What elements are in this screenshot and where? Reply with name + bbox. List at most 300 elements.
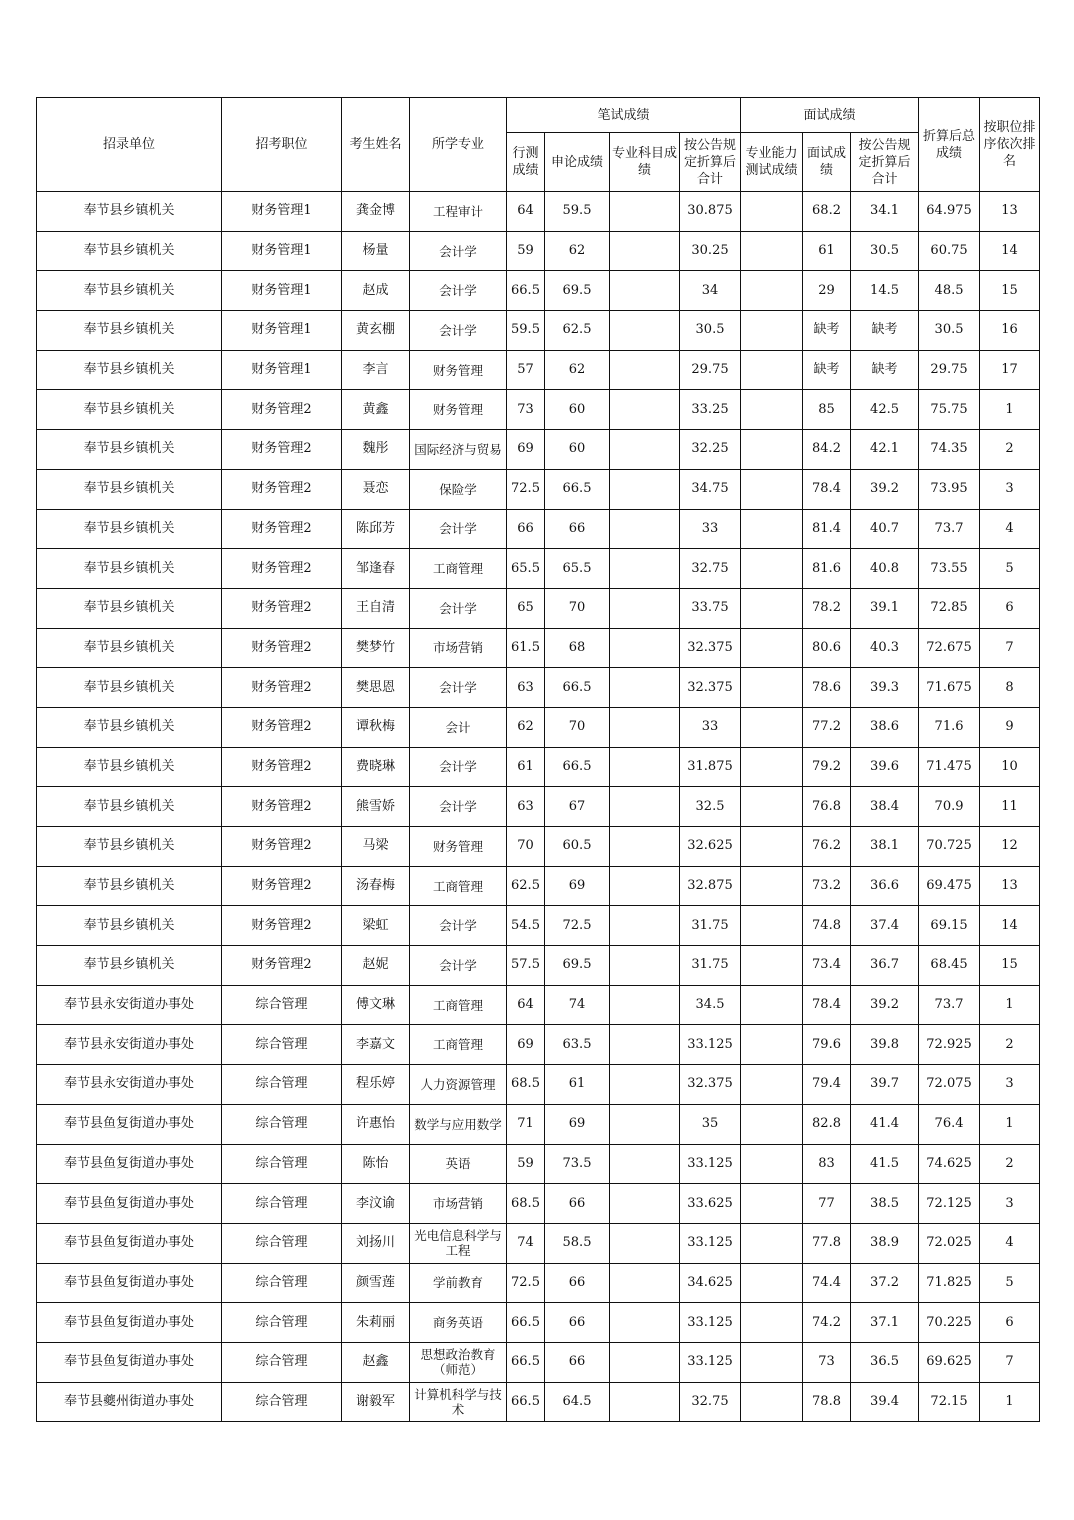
cell-professional <box>610 866 680 906</box>
cell-unit: 奉节县乡镇机关 <box>37 906 222 946</box>
cell-shenlun: 66 <box>545 1342 610 1382</box>
table-row <box>37 350 1040 390</box>
cell-interview-total: 39.2 <box>851 469 919 509</box>
table-row <box>37 985 1040 1025</box>
cell-written-total: 32.375 <box>680 628 741 668</box>
cell-shenlun: 72.5 <box>545 906 610 946</box>
cell-interview: 78.4 <box>803 985 851 1025</box>
cell-rank: 1 <box>980 1104 1040 1144</box>
cell-xingce: 68.5 <box>507 1065 545 1105</box>
cell-rank: 1 <box>980 1382 1040 1422</box>
header-unit: 招录单位 <box>37 98 222 192</box>
cell-major: 会计学 <box>410 906 507 946</box>
cell-final-total: 68.45 <box>919 946 980 986</box>
cell-rank: 5 <box>980 1263 1040 1303</box>
cell-rank: 13 <box>980 192 1040 232</box>
cell-rank: 15 <box>980 946 1040 986</box>
cell-ability <box>741 1025 803 1065</box>
cell-position: 财务管理2 <box>222 430 342 470</box>
cell-professional <box>610 271 680 311</box>
header-interview-group: 面试成绩 <box>741 98 919 133</box>
cell-ability <box>741 1144 803 1184</box>
cell-position: 综合管理 <box>222 1025 342 1065</box>
cell-major: 财务管理 <box>410 350 507 390</box>
cell-name: 马梁 <box>342 827 410 867</box>
cell-xingce: 54.5 <box>507 906 545 946</box>
cell-ability <box>741 231 803 271</box>
cell-position: 财务管理2 <box>222 946 342 986</box>
cell-unit: 奉节县鱼复街道办事处 <box>37 1263 222 1303</box>
cell-position: 综合管理 <box>222 1104 342 1144</box>
cell-interview-total: 缺考 <box>851 311 919 351</box>
cell-interview-total: 40.3 <box>851 628 919 668</box>
cell-xingce: 59.5 <box>507 311 545 351</box>
cell-position: 财务管理2 <box>222 747 342 787</box>
cell-ability <box>741 469 803 509</box>
cell-written-total: 30.5 <box>680 311 741 351</box>
cell-rank: 7 <box>980 628 1040 668</box>
cell-interview-total: 37.1 <box>851 1303 919 1343</box>
cell-interview-total: 36.5 <box>851 1342 919 1382</box>
cell-shenlun: 62.5 <box>545 311 610 351</box>
cell-shenlun: 69 <box>545 866 610 906</box>
cell-written-total: 32.25 <box>680 430 741 470</box>
cell-major: 人力资源管理 <box>410 1065 507 1105</box>
cell-position: 综合管理 <box>222 1342 342 1382</box>
cell-final-total: 48.5 <box>919 271 980 311</box>
cell-professional <box>610 192 680 232</box>
cell-xingce: 69 <box>507 430 545 470</box>
cell-final-total: 74.35 <box>919 430 980 470</box>
cell-professional <box>610 1104 680 1144</box>
cell-name: 颜雪莲 <box>342 1263 410 1303</box>
cell-final-total: 76.4 <box>919 1104 980 1144</box>
header-major: 所学专业 <box>410 98 507 192</box>
cell-written-total: 32.75 <box>680 549 741 589</box>
cell-professional <box>610 668 680 708</box>
cell-ability <box>741 509 803 549</box>
cell-interview-total: 38.6 <box>851 707 919 747</box>
cell-rank: 14 <box>980 231 1040 271</box>
cell-major: 国际经济与贸易 <box>410 430 507 470</box>
cell-final-total: 70.225 <box>919 1303 980 1343</box>
cell-rank: 4 <box>980 509 1040 549</box>
cell-unit: 奉节县乡镇机关 <box>37 350 222 390</box>
cell-final-total: 73.7 <box>919 509 980 549</box>
cell-unit: 奉节县乡镇机关 <box>37 192 222 232</box>
cell-name: 聂恋 <box>342 469 410 509</box>
cell-ability <box>741 549 803 589</box>
cell-rank: 4 <box>980 1223 1040 1263</box>
cell-shenlun: 70 <box>545 588 610 628</box>
cell-professional <box>610 430 680 470</box>
cell-shenlun: 66 <box>545 509 610 549</box>
cell-ability <box>741 192 803 232</box>
cell-xingce: 66.5 <box>507 271 545 311</box>
cell-position: 财务管理2 <box>222 469 342 509</box>
cell-name: 黄鑫 <box>342 390 410 430</box>
cell-written-total: 32.375 <box>680 668 741 708</box>
cell-xingce: 61.5 <box>507 628 545 668</box>
cell-professional <box>610 1144 680 1184</box>
cell-position: 综合管理 <box>222 985 342 1025</box>
cell-ability <box>741 707 803 747</box>
cell-interview: 85 <box>803 390 851 430</box>
cell-shenlun: 65.5 <box>545 549 610 589</box>
cell-position: 财务管理2 <box>222 866 342 906</box>
cell-major: 会计 <box>410 707 507 747</box>
cell-position: 财务管理2 <box>222 588 342 628</box>
cell-interview-total: 39.1 <box>851 588 919 628</box>
cell-unit: 奉节县乡镇机关 <box>37 668 222 708</box>
cell-xingce: 65 <box>507 588 545 628</box>
table-row <box>37 747 1040 787</box>
cell-shenlun: 69 <box>545 1104 610 1144</box>
table-row <box>37 509 1040 549</box>
cell-written-total: 30.25 <box>680 231 741 271</box>
cell-written-total: 30.875 <box>680 192 741 232</box>
cell-written-total: 32.375 <box>680 1065 741 1105</box>
cell-interview: 82.8 <box>803 1104 851 1144</box>
cell-interview-total: 39.8 <box>851 1025 919 1065</box>
cell-unit: 奉节县鱼复街道办事处 <box>37 1342 222 1382</box>
cell-final-total: 71.825 <box>919 1263 980 1303</box>
table-row <box>37 311 1040 351</box>
cell-major: 会计学 <box>410 946 507 986</box>
cell-interview: 74.8 <box>803 906 851 946</box>
cell-professional <box>610 469 680 509</box>
cell-position: 财务管理2 <box>222 707 342 747</box>
cell-major: 商务英语 <box>410 1303 507 1343</box>
cell-written-total: 33.125 <box>680 1303 741 1343</box>
cell-major: 工商管理 <box>410 1025 507 1065</box>
cell-ability <box>741 1104 803 1144</box>
cell-major: 数学与应用数学 <box>410 1104 507 1144</box>
cell-major: 会计学 <box>410 668 507 708</box>
cell-final-total: 72.075 <box>919 1065 980 1105</box>
cell-position: 综合管理 <box>222 1223 342 1263</box>
cell-written-total: 32.5 <box>680 787 741 827</box>
cell-final-total: 30.5 <box>919 311 980 351</box>
table-row <box>37 390 1040 430</box>
cell-ability <box>741 1342 803 1382</box>
cell-name: 黄玄棚 <box>342 311 410 351</box>
cell-professional <box>610 906 680 946</box>
cell-interview: 76.8 <box>803 787 851 827</box>
cell-interview: 缺考 <box>803 311 851 351</box>
table-row <box>37 628 1040 668</box>
cell-major: 会计学 <box>410 311 507 351</box>
cell-rank: 2 <box>980 1144 1040 1184</box>
cell-major: 保险学 <box>410 469 507 509</box>
cell-final-total: 72.025 <box>919 1223 980 1263</box>
cell-written-total: 31.875 <box>680 747 741 787</box>
cell-major: 工程审计 <box>410 192 507 232</box>
cell-position: 财务管理1 <box>222 350 342 390</box>
cell-shenlun: 70 <box>545 707 610 747</box>
cell-name: 李汶谕 <box>342 1184 410 1224</box>
cell-professional <box>610 1342 680 1382</box>
header-rank: 按职位排序依次排名 <box>980 98 1040 192</box>
cell-name: 邹逢春 <box>342 549 410 589</box>
cell-professional <box>610 350 680 390</box>
cell-rank: 8 <box>980 668 1040 708</box>
cell-ability <box>741 1263 803 1303</box>
cell-shenlun: 66.5 <box>545 469 610 509</box>
cell-major: 思想政治教育（师范） <box>410 1342 507 1382</box>
cell-interview: 74.4 <box>803 1263 851 1303</box>
cell-xingce: 59 <box>507 231 545 271</box>
cell-xingce: 65.5 <box>507 549 545 589</box>
cell-unit: 奉节县永安街道办事处 <box>37 1065 222 1105</box>
cell-interview: 缺考 <box>803 350 851 390</box>
cell-unit: 奉节县乡镇机关 <box>37 549 222 589</box>
cell-interview: 81.4 <box>803 509 851 549</box>
cell-shenlun: 67 <box>545 787 610 827</box>
cell-position: 财务管理2 <box>222 509 342 549</box>
cell-major: 财务管理 <box>410 390 507 430</box>
cell-interview: 78.2 <box>803 588 851 628</box>
cell-professional <box>610 985 680 1025</box>
cell-ability <box>741 1382 803 1422</box>
cell-unit: 奉节县乡镇机关 <box>37 509 222 549</box>
table-row <box>37 1342 1040 1382</box>
cell-unit: 奉节县鱼复街道办事处 <box>37 1303 222 1343</box>
cell-interview-total: 42.5 <box>851 390 919 430</box>
table-row <box>37 1263 1040 1303</box>
cell-ability <box>741 1223 803 1263</box>
cell-professional <box>610 509 680 549</box>
cell-shenlun: 66 <box>545 1263 610 1303</box>
table-row <box>37 1025 1040 1065</box>
cell-interview-total: 37.4 <box>851 906 919 946</box>
table-row <box>37 1065 1040 1105</box>
cell-ability <box>741 747 803 787</box>
cell-rank: 14 <box>980 906 1040 946</box>
cell-interview: 73 <box>803 1342 851 1382</box>
cell-major: 工商管理 <box>410 866 507 906</box>
cell-final-total: 72.925 <box>919 1025 980 1065</box>
header-interview-total: 按公告规定折算后合计 <box>851 133 919 192</box>
table-row <box>37 430 1040 470</box>
cell-written-total: 31.75 <box>680 906 741 946</box>
cell-ability <box>741 430 803 470</box>
cell-final-total: 64.975 <box>919 192 980 232</box>
cell-professional <box>610 1184 680 1224</box>
cell-shenlun: 60 <box>545 390 610 430</box>
cell-interview-total: 38.9 <box>851 1223 919 1263</box>
cell-interview-total: 41.5 <box>851 1144 919 1184</box>
cell-xingce: 70 <box>507 827 545 867</box>
cell-shenlun: 66.5 <box>545 668 610 708</box>
cell-xingce: 66 <box>507 509 545 549</box>
cell-xingce: 66.5 <box>507 1342 545 1382</box>
cell-position: 财务管理2 <box>222 628 342 668</box>
table-row <box>37 1382 1040 1422</box>
cell-interview-total: 41.4 <box>851 1104 919 1144</box>
cell-name: 谭秋梅 <box>342 707 410 747</box>
cell-position: 财务管理2 <box>222 787 342 827</box>
cell-interview: 78.8 <box>803 1382 851 1422</box>
cell-shenlun: 61 <box>545 1065 610 1105</box>
cell-rank: 10 <box>980 747 1040 787</box>
cell-shenlun: 74 <box>545 985 610 1025</box>
cell-professional <box>610 1303 680 1343</box>
cell-position: 综合管理 <box>222 1303 342 1343</box>
header-interview: 面试成绩 <box>803 133 851 192</box>
cell-interview: 29 <box>803 271 851 311</box>
cell-interview: 74.2 <box>803 1303 851 1343</box>
cell-name: 傅文琳 <box>342 985 410 1025</box>
cell-xingce: 63 <box>507 668 545 708</box>
cell-name: 魏彤 <box>342 430 410 470</box>
cell-xingce: 74 <box>507 1223 545 1263</box>
cell-rank: 1 <box>980 985 1040 1025</box>
cell-name: 熊雪娇 <box>342 787 410 827</box>
cell-unit: 奉节县鱼复街道办事处 <box>37 1104 222 1144</box>
cell-major: 光电信息科学与工程 <box>410 1223 507 1263</box>
cell-unit: 奉节县乡镇机关 <box>37 311 222 351</box>
cell-interview-total: 40.7 <box>851 509 919 549</box>
cell-unit: 奉节县夔州街道办事处 <box>37 1382 222 1422</box>
table-body <box>37 192 1040 1422</box>
cell-final-total: 75.75 <box>919 390 980 430</box>
cell-unit: 奉节县乡镇机关 <box>37 430 222 470</box>
cell-shenlun: 58.5 <box>545 1223 610 1263</box>
cell-xingce: 72.5 <box>507 1263 545 1303</box>
cell-final-total: 73.7 <box>919 985 980 1025</box>
cell-professional <box>610 588 680 628</box>
cell-final-total: 72.85 <box>919 588 980 628</box>
cell-name: 赵妮 <box>342 946 410 986</box>
cell-rank: 2 <box>980 430 1040 470</box>
cell-professional <box>610 787 680 827</box>
cell-final-total: 69.15 <box>919 906 980 946</box>
cell-interview: 73.2 <box>803 866 851 906</box>
cell-professional <box>610 390 680 430</box>
cell-position: 综合管理 <box>222 1065 342 1105</box>
cell-position: 综合管理 <box>222 1382 342 1422</box>
cell-interview: 73.4 <box>803 946 851 986</box>
cell-interview: 79.2 <box>803 747 851 787</box>
table-row <box>37 866 1040 906</box>
cell-final-total: 71.675 <box>919 668 980 708</box>
table-row <box>37 271 1040 311</box>
cell-position: 财务管理1 <box>222 231 342 271</box>
header-ability: 专业能力测试成绩 <box>741 133 803 192</box>
cell-unit: 奉节县乡镇机关 <box>37 946 222 986</box>
cell-interview-total: 30.5 <box>851 231 919 271</box>
table-row <box>37 549 1040 589</box>
cell-interview-total: 36.6 <box>851 866 919 906</box>
cell-professional <box>610 1263 680 1303</box>
table-row <box>37 707 1040 747</box>
cell-final-total: 71.475 <box>919 747 980 787</box>
cell-interview-total: 38.4 <box>851 787 919 827</box>
cell-position: 财务管理2 <box>222 827 342 867</box>
cell-ability <box>741 1303 803 1343</box>
cell-unit: 奉节县永安街道办事处 <box>37 985 222 1025</box>
cell-professional <box>610 827 680 867</box>
header-final-total: 折算后总成绩 <box>919 98 980 192</box>
cell-major: 工商管理 <box>410 549 507 589</box>
cell-professional <box>610 707 680 747</box>
cell-name: 汤春梅 <box>342 866 410 906</box>
cell-interview-total: 38.5 <box>851 1184 919 1224</box>
cell-unit: 奉节县永安街道办事处 <box>37 1025 222 1065</box>
cell-name: 许惠怡 <box>342 1104 410 1144</box>
cell-xingce: 73 <box>507 390 545 430</box>
cell-major: 英语 <box>410 1144 507 1184</box>
cell-name: 杨量 <box>342 231 410 271</box>
cell-ability <box>741 827 803 867</box>
cell-professional <box>610 1025 680 1065</box>
cell-interview: 68.2 <box>803 192 851 232</box>
cell-shenlun: 69.5 <box>545 946 610 986</box>
cell-interview-total: 39.4 <box>851 1382 919 1422</box>
cell-ability <box>741 588 803 628</box>
cell-unit: 奉节县乡镇机关 <box>37 707 222 747</box>
cell-xingce: 68.5 <box>507 1184 545 1224</box>
cell-interview: 77.2 <box>803 707 851 747</box>
cell-unit: 奉节县乡镇机关 <box>37 747 222 787</box>
cell-professional <box>610 1382 680 1422</box>
cell-interview: 79.4 <box>803 1065 851 1105</box>
table-header <box>37 98 1040 192</box>
cell-interview-total: 37.2 <box>851 1263 919 1303</box>
cell-name: 樊思恩 <box>342 668 410 708</box>
cell-written-total: 29.75 <box>680 350 741 390</box>
cell-interview: 77 <box>803 1184 851 1224</box>
table-row <box>37 1303 1040 1343</box>
cell-unit: 奉节县乡镇机关 <box>37 787 222 827</box>
cell-interview: 79.6 <box>803 1025 851 1065</box>
header-written-group: 笔试成绩 <box>507 98 741 133</box>
cell-name: 樊梦竹 <box>342 628 410 668</box>
cell-unit: 奉节县乡镇机关 <box>37 469 222 509</box>
cell-interview: 80.6 <box>803 628 851 668</box>
cell-rank: 3 <box>980 1184 1040 1224</box>
cell-written-total: 33.125 <box>680 1223 741 1263</box>
cell-professional <box>610 311 680 351</box>
cell-unit: 奉节县乡镇机关 <box>37 231 222 271</box>
cell-name: 陈怡 <box>342 1144 410 1184</box>
cell-interview-total: 40.8 <box>851 549 919 589</box>
cell-final-total: 70.725 <box>919 827 980 867</box>
cell-major: 计算机科学与技术 <box>410 1382 507 1422</box>
cell-shenlun: 69.5 <box>545 271 610 311</box>
cell-ability <box>741 985 803 1025</box>
table-row <box>37 1144 1040 1184</box>
cell-ability <box>741 1184 803 1224</box>
cell-written-total: 32.625 <box>680 827 741 867</box>
cell-xingce: 66.5 <box>507 1303 545 1343</box>
cell-written-total: 34.75 <box>680 469 741 509</box>
cell-ability <box>741 668 803 708</box>
cell-position: 财务管理2 <box>222 549 342 589</box>
cell-major: 会计学 <box>410 588 507 628</box>
table-row <box>37 231 1040 271</box>
cell-rank: 17 <box>980 350 1040 390</box>
cell-rank: 3 <box>980 469 1040 509</box>
cell-ability <box>741 787 803 827</box>
cell-xingce: 59 <box>507 1144 545 1184</box>
cell-major: 会计学 <box>410 271 507 311</box>
cell-written-total: 33.75 <box>680 588 741 628</box>
cell-written-total: 34.5 <box>680 985 741 1025</box>
cell-interview-total: 缺考 <box>851 350 919 390</box>
cell-position: 财务管理2 <box>222 668 342 708</box>
